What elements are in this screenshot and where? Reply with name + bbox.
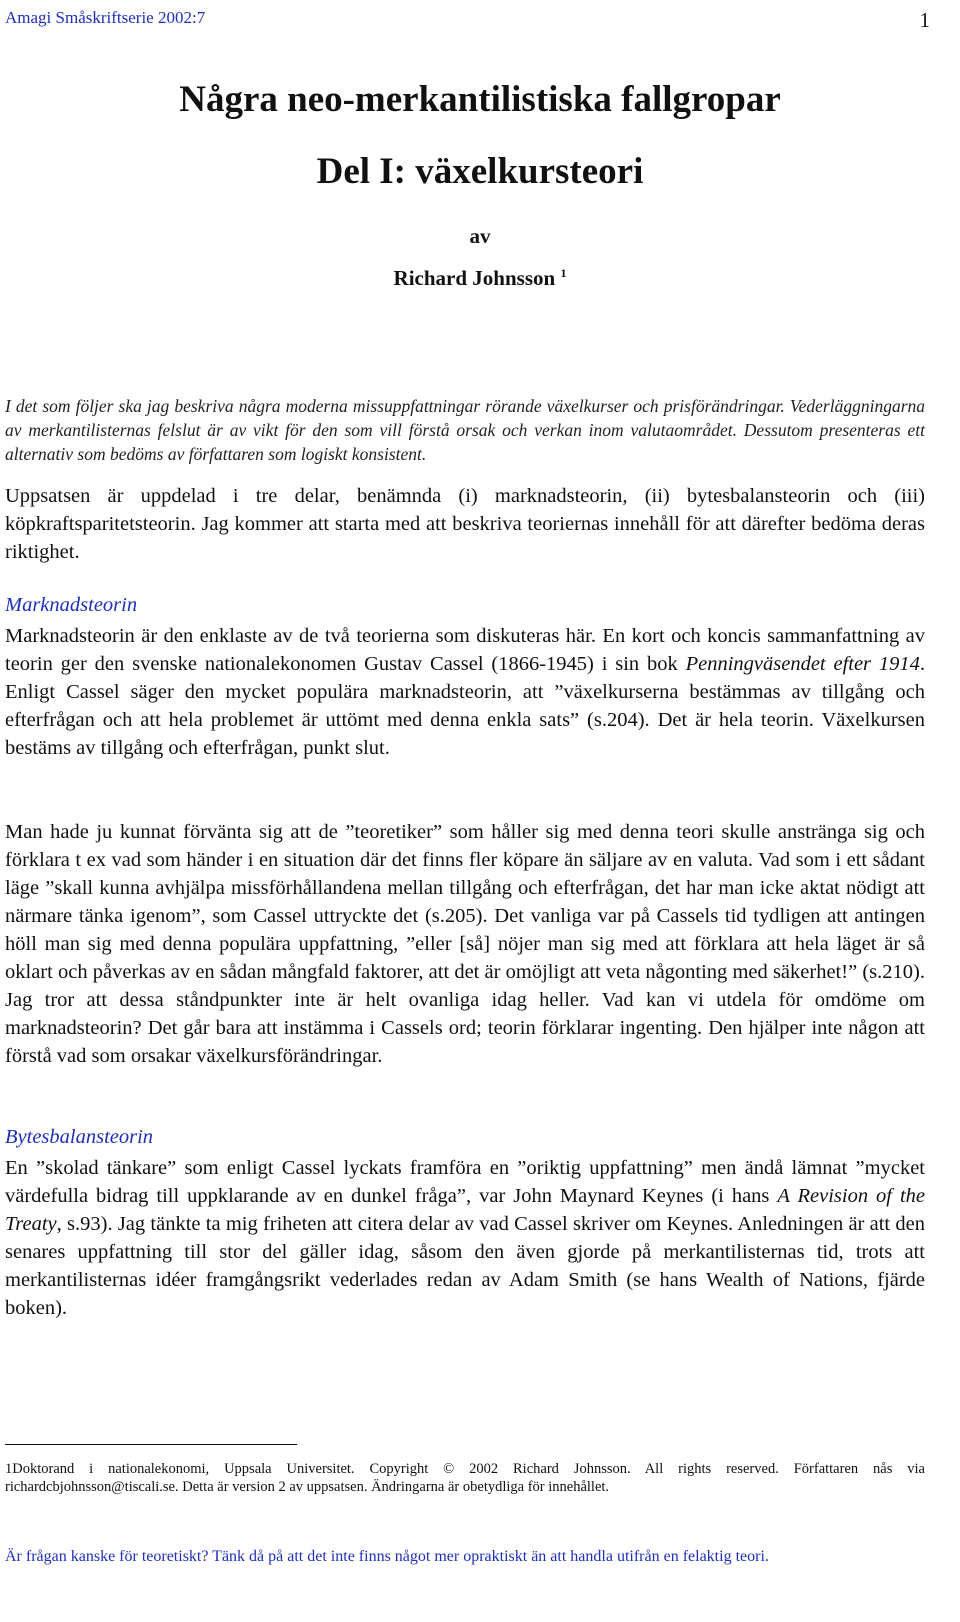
section-heading-bytesbalansteorin: Bytesbalansteorin — [5, 1126, 154, 1148]
footnote: 1Doktorand i nationalekonomi, Uppsala Universitet. Copyright © 2002 Richard Johnsson. All rights reserved. Författaren nås via richardcbjohnsson@tiscali.se. Detta är version 2 av uppsatsen. Ändringarna är obetydliga för innehållet. — [5, 1461, 925, 1495]
section-heading-marknadsteorin: Marknadsteorin — [5, 594, 138, 616]
byline-av: av — [469, 224, 491, 248]
book-title: A Revision of the Treaty — [5, 1185, 925, 1235]
footnote-ref: 1 — [560, 266, 567, 280]
marknadsteorin-paragraph-2: Man hade ju kunnat förvänta sig att de ”teoretiker” som håller sig med denna teori skulle anstränga sig och förklara t ex vad som händer i en situation där det finns fler köpare än säljare av en valuta. Vad som i ett sådant läge ”skall kunna avhjälpa missförhållandena mellan tillgång och efterfrågan, det har man icke aktat nödigt att närmare tänka igenom”, som Cassel uttryckte det (s.205). Det vanliga var på Cassels tid tydligen att antingen höll man sig med denna populära uppfattning, ”eller [så] nöjer man sig med att förklara att hela läget är så oklart och påverkas av en sådan mångfald faktorer, att det är omöjligt att veta någonting med säkerhet!” (s.210). Jag tror att dessa ståndpunkter inte är helt ovanliga idag heller. Vad kan vi utdela för omdöme om marknadsteorin? Det går bara att instämma i Cassels ord; teorin förklarar ingenting. Den hjälper inte någon att förstå vad som orsakar växelkursförändringar. — [5, 821, 925, 1067]
author-line — [0, 266, 960, 291]
paragraph-text: Marknadsteorin är den enklaste av de två teorierna som diskuteras här. En kort och koncis sammanfattning av teorin ger den svenske nationalekonomen Gustav Cassel (1866-1945) i sin bok — [5, 625, 925, 675]
footnote-divider — [5, 1444, 297, 1445]
bytesbalansteorin-paragraph-1 — [5, 1154, 925, 1322]
document-title: Några neo-merkantilistiska fallgropar — [179, 79, 781, 120]
paragraph-text: . Enligt Cassel säger den mycket populära marknadsteorin, att ”växelkurserna bestämmas av tillgång och efterfrågan och att hela problemet är uttömt med denna enkla sats” (s.204). Det är hela teorin. Växelkursen bestäms av tillgång och efterfrågan, punkt slut. — [5, 653, 925, 759]
intro-paragraph: Uppsatsen är uppdelad i tre delar, benämnda (i) marknadsteorin, (ii) bytesbalansteorin och (iii) köpkraftsparitetsteorin. Jag kommer att starta med att beskriva teoriernas innehåll för att därefter bedöma deras riktighet. — [5, 485, 925, 563]
marknadsteorin-paragraph-1 — [5, 622, 925, 762]
page-footer: Är frågan kanske för teoretiskt? Tänk då på att det inte finns något mer opraktiskt än att handla utifrån en felaktig teori. — [5, 1548, 769, 1565]
paragraph-text: , s.93). Jag tänkte ta mig friheten att citera delar av vad Cassel skriver om Keynes. Anledningen är att den senares uppfattning till stor del gäller idag, såsom den även gjorde på merkantilisternas tid, trots att merkantilisternas idéer framgångsrikt vederlades redan av Adam Smith (se hans Wealth of Nations, fjärde boken). — [5, 1213, 925, 1319]
author-name: Richard Johnsson — [393, 266, 556, 290]
document-subtitle: Del I: växelkursteori — [316, 151, 644, 192]
paragraph-text: En ”skolad tänkare” som enligt Cassel lyckats framföra en ”oriktig uppfattning” men ändå lämnat ”mycket värdefulla bidrag till uppklarande av en dunkel fråga”, var John Maynard Keynes (i hans — [5, 1157, 925, 1207]
book-title: Penningväsendet efter 1914 — [685, 653, 920, 675]
series-header: Amagi Småskriftserie 2002:7 — [5, 8, 206, 27]
abstract: I det som följer ska jag beskriva några moderna missuppfattningar rörande växelkurser och prisförändringar. Vederläggningarna av merkantilisternas felslut är av vikt för den som vill förstå orsak och verkan inom valutaområdet. Dessutom presenteras ett alternativ som bedöms av författaren som logiskt konsistent. — [5, 396, 925, 464]
page-number: 1 — [919, 8, 930, 32]
